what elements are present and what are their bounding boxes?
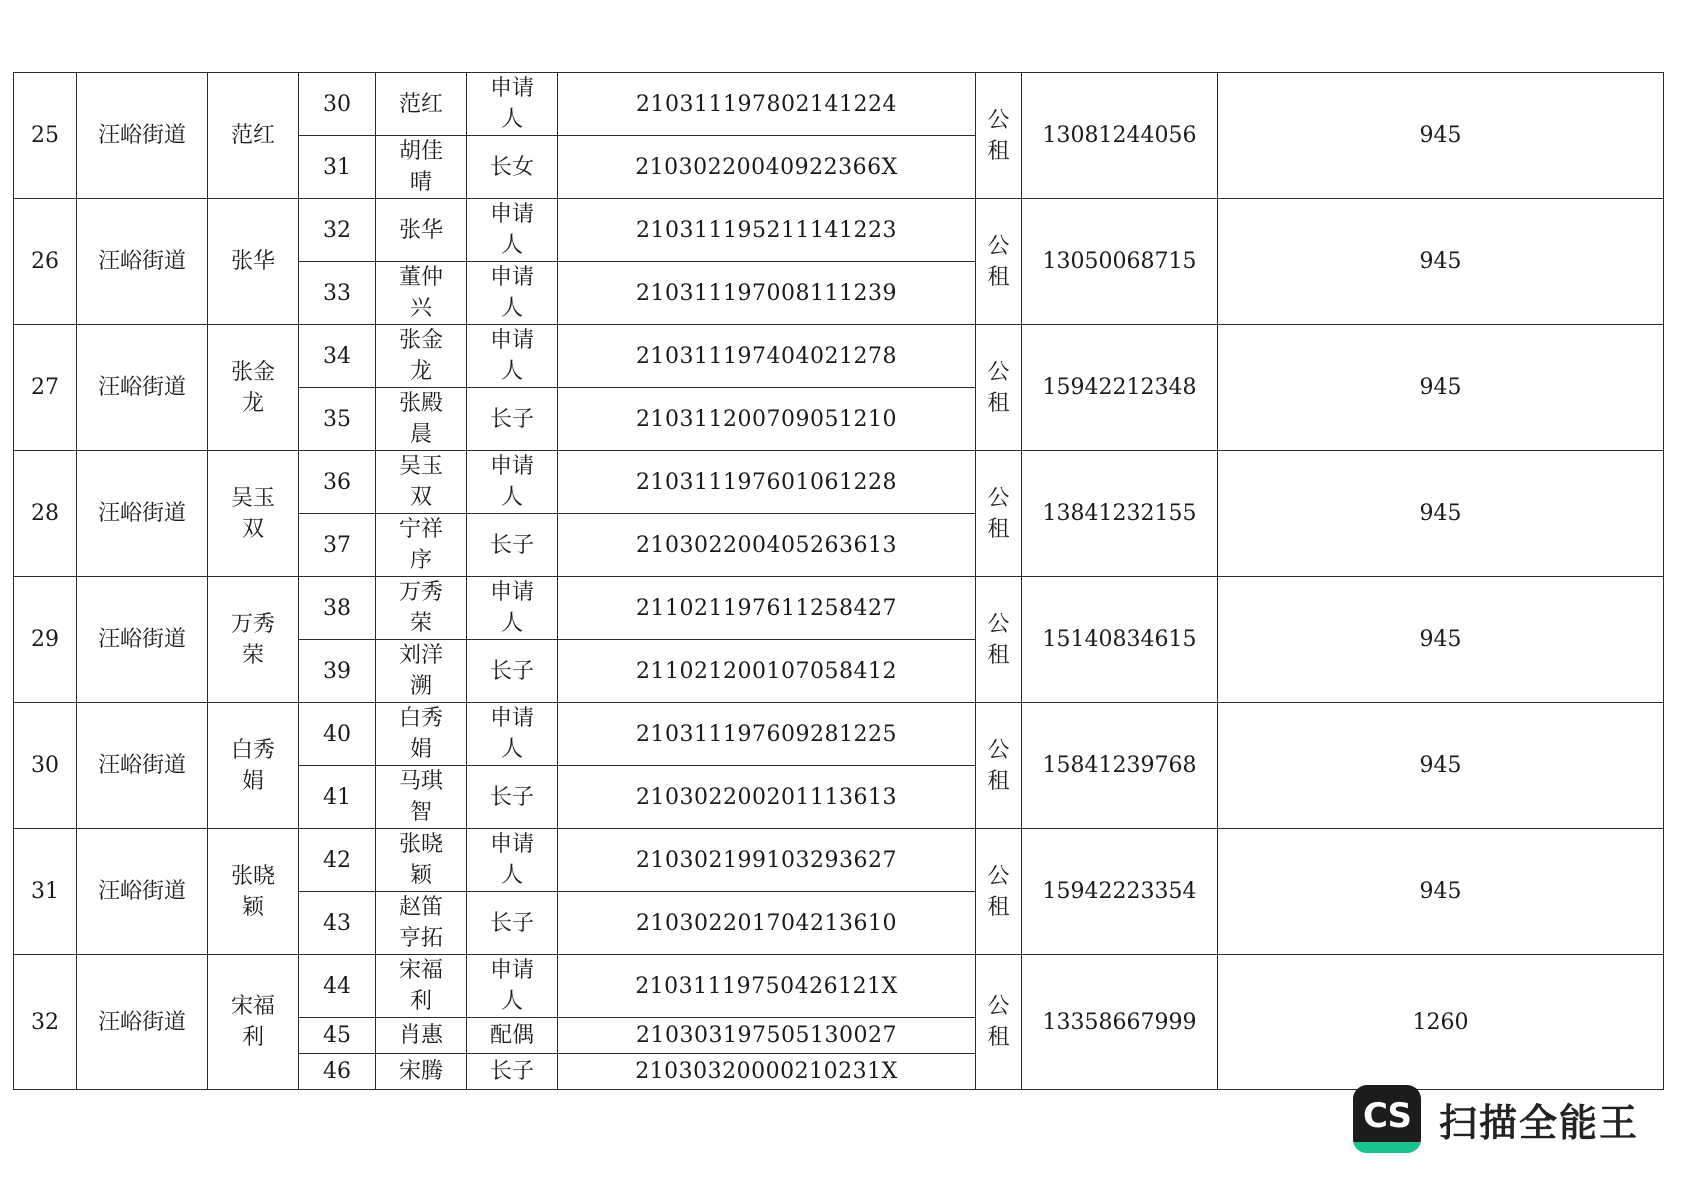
member-name-line: 溯 xyxy=(409,674,432,699)
camscanner-logo-icon xyxy=(1353,1085,1421,1153)
phone-number: 15942223354 xyxy=(1022,829,1218,955)
housing-type xyxy=(976,703,1022,829)
housing-type-line: 公 xyxy=(987,233,1010,259)
table-row xyxy=(14,703,1664,766)
member-relation xyxy=(467,1018,558,1054)
member-name-line: 宁祥 xyxy=(398,517,443,542)
member-relation xyxy=(467,199,558,262)
member-relation-line: 申请 xyxy=(489,580,534,605)
housing-type-line: 租 xyxy=(987,138,1010,164)
member-relation-line: 配偶 xyxy=(489,1023,534,1048)
housing-type xyxy=(976,325,1022,451)
phone-number: 15942212348 xyxy=(1022,325,1218,451)
member-id-number: 211021200107058412 xyxy=(558,640,976,703)
subsidy-amount: 945 xyxy=(1218,577,1664,703)
member-id-number: 210311197802141224 xyxy=(558,73,976,136)
phone-number: 15140834615 xyxy=(1022,577,1218,703)
subsidy-amount: 945 xyxy=(1218,325,1664,451)
member-seq: 33 xyxy=(299,262,376,325)
member-relation xyxy=(467,388,558,451)
member-relation-line: 长女 xyxy=(489,154,534,180)
table-row xyxy=(14,577,1664,640)
street-name: 汪峪街道 xyxy=(77,199,208,325)
member-name-line: 序 xyxy=(409,548,432,573)
member-seq: 32 xyxy=(299,199,376,262)
phone-number: 13050068715 xyxy=(1022,199,1218,325)
household-head xyxy=(208,199,299,325)
member-name-line: 张金 xyxy=(398,328,443,353)
scanner-watermark xyxy=(1353,1083,1639,1155)
housing-type-line: 公 xyxy=(987,107,1010,133)
member-seq: 45 xyxy=(299,1018,376,1054)
member-relation-line: 长子 xyxy=(489,910,534,936)
member-relation xyxy=(467,262,558,325)
member-name xyxy=(376,325,467,388)
housing-type xyxy=(976,451,1022,577)
phone-number: 13081244056 xyxy=(1022,73,1218,199)
member-id-number: 210311197404021278 xyxy=(558,325,976,388)
member-seq: 31 xyxy=(299,136,376,199)
housing-type-line: 公 xyxy=(987,485,1010,511)
table-row xyxy=(14,325,1664,388)
member-id-number: 21030320000210231X xyxy=(558,1054,976,1090)
member-name xyxy=(376,388,467,451)
household-head-line: 白秀 xyxy=(230,737,275,763)
member-relation-line: 长子 xyxy=(489,1059,534,1084)
member-id-number: 210303197505130027 xyxy=(558,1018,976,1054)
member-relation xyxy=(467,514,558,577)
housing-type-line: 租 xyxy=(987,390,1010,416)
member-name-line: 龙 xyxy=(409,359,432,384)
household-head xyxy=(208,955,299,1090)
member-relation-line: 人 xyxy=(500,737,523,762)
phone-number: 13841232155 xyxy=(1022,451,1218,577)
household-head-line: 宋福 xyxy=(230,994,275,1019)
member-seq: 38 xyxy=(299,577,376,640)
phone-number: 15841239768 xyxy=(1022,703,1218,829)
member-name-line: 范红 xyxy=(398,91,443,117)
logo-letters: CS xyxy=(1362,1096,1412,1136)
member-relation-line: 申请 xyxy=(489,454,534,479)
member-name xyxy=(376,766,467,829)
member-name-line: 张殿 xyxy=(398,391,443,416)
member-seq: 37 xyxy=(299,514,376,577)
housing-type-line: 租 xyxy=(987,1025,1010,1050)
member-name-line: 亨拓 xyxy=(398,926,443,951)
member-seq: 30 xyxy=(299,73,376,136)
member-name-line: 张华 xyxy=(398,217,443,243)
household-number: 32 xyxy=(14,955,77,1090)
household-head-line: 荣 xyxy=(241,642,264,668)
member-name-line: 董仲 xyxy=(398,265,443,290)
member-name xyxy=(376,703,467,766)
member-name xyxy=(376,262,467,325)
member-relation-line: 人 xyxy=(500,107,523,132)
table-row xyxy=(14,73,1664,136)
member-id-number: 210302200201113613 xyxy=(558,766,976,829)
household-number: 31 xyxy=(14,829,77,955)
household-number: 26 xyxy=(14,199,77,325)
street-name: 汪峪街道 xyxy=(77,577,208,703)
member-name xyxy=(376,514,467,577)
member-name-line: 智 xyxy=(409,800,432,825)
member-name xyxy=(376,1018,467,1054)
member-name-line: 宋福 xyxy=(398,958,443,983)
subsidy-amount: 945 xyxy=(1218,703,1664,829)
member-relation-line: 申请 xyxy=(489,832,534,857)
housing-type-line: 公 xyxy=(987,611,1010,637)
subsidy-amount: 945 xyxy=(1218,451,1664,577)
member-name xyxy=(376,577,467,640)
member-relation-line: 长子 xyxy=(489,658,534,684)
member-name-line: 颖 xyxy=(409,863,432,888)
member-name xyxy=(376,199,467,262)
member-seq: 44 xyxy=(299,955,376,1018)
member-seq: 42 xyxy=(299,829,376,892)
household-head-line: 张金 xyxy=(230,359,275,385)
street-name: 汪峪街道 xyxy=(77,73,208,199)
member-relation-line: 人 xyxy=(500,485,523,510)
member-relation xyxy=(467,451,558,514)
member-name-line: 吴玉 xyxy=(398,454,443,479)
household-head-line: 颖 xyxy=(241,894,264,920)
member-relation xyxy=(467,955,558,1018)
member-relation-line: 申请 xyxy=(489,202,534,227)
member-relation xyxy=(467,892,558,955)
household-head-line: 张晓 xyxy=(230,863,275,889)
member-id-number: 210311197601061228 xyxy=(558,451,976,514)
member-id-number: 210311197609281225 xyxy=(558,703,976,766)
member-name-line: 白秀 xyxy=(398,706,443,731)
member-name xyxy=(376,892,467,955)
member-relation-line: 人 xyxy=(500,611,523,636)
member-id-number: 210302201704213610 xyxy=(558,892,976,955)
member-relation-line: 长子 xyxy=(489,406,534,432)
member-relation xyxy=(467,766,558,829)
member-relation xyxy=(467,703,558,766)
street-name: 汪峪街道 xyxy=(77,325,208,451)
housing-type-line: 租 xyxy=(987,264,1010,290)
housing-type xyxy=(976,199,1022,325)
member-name-line: 娟 xyxy=(409,737,432,762)
housing-type xyxy=(976,73,1022,199)
household-head-line: 张华 xyxy=(230,249,275,274)
member-name-line: 万秀 xyxy=(398,580,443,605)
member-name-line: 双 xyxy=(409,485,432,510)
member-name-line: 赵笛 xyxy=(398,895,443,920)
table-row xyxy=(14,199,1664,262)
household-head-line: 利 xyxy=(241,1025,264,1050)
member-name-line: 宋腾 xyxy=(398,1059,443,1084)
member-relation-line: 长子 xyxy=(489,532,534,558)
member-relation-line: 申请 xyxy=(489,328,534,353)
subsidy-amount: 945 xyxy=(1218,829,1664,955)
household-head xyxy=(208,451,299,577)
member-relation xyxy=(467,73,558,136)
member-name xyxy=(376,73,467,136)
housing-type-line: 租 xyxy=(987,642,1010,668)
member-name-line: 刘洋 xyxy=(398,643,443,668)
household-head-line: 万秀 xyxy=(230,611,275,637)
member-relation-line: 人 xyxy=(500,233,523,258)
member-seq: 39 xyxy=(299,640,376,703)
member-id-number: 210302200405263613 xyxy=(558,514,976,577)
housing-type-line: 公 xyxy=(987,359,1010,385)
housing-type-line: 租 xyxy=(987,768,1010,794)
member-relation xyxy=(467,577,558,640)
household-number: 28 xyxy=(14,451,77,577)
household-number: 30 xyxy=(14,703,77,829)
member-seq: 40 xyxy=(299,703,376,766)
member-name xyxy=(376,955,467,1018)
household-table xyxy=(13,72,1664,1090)
member-name xyxy=(376,136,467,199)
member-seq: 35 xyxy=(299,388,376,451)
member-seq: 43 xyxy=(299,892,376,955)
household-number: 27 xyxy=(14,325,77,451)
household-head xyxy=(208,829,299,955)
member-name xyxy=(376,640,467,703)
member-id-number: 210302199103293627 xyxy=(558,829,976,892)
member-name-line: 胡佳 xyxy=(398,139,443,164)
household-head-line: 吴玉 xyxy=(230,485,275,511)
member-relation xyxy=(467,829,558,892)
member-seq: 41 xyxy=(299,766,376,829)
member-name xyxy=(376,1054,467,1090)
member-relation xyxy=(467,136,558,199)
housing-type-line: 公 xyxy=(987,994,1010,1019)
member-id-number: 21031119750426121X xyxy=(558,955,976,1018)
member-seq: 46 xyxy=(299,1054,376,1090)
member-relation-line: 人 xyxy=(500,863,523,888)
subsidy-amount: 945 xyxy=(1218,73,1664,199)
member-name-line: 晨 xyxy=(409,422,432,447)
subsidy-amount: 945 xyxy=(1218,199,1664,325)
member-relation-line: 人 xyxy=(500,296,523,321)
member-seq: 36 xyxy=(299,451,376,514)
household-head xyxy=(208,703,299,829)
table-body xyxy=(14,73,1664,1090)
member-name-line: 张晓 xyxy=(398,832,443,857)
member-relation xyxy=(467,1054,558,1090)
member-id-number: 211021197611258427 xyxy=(558,577,976,640)
member-relation xyxy=(467,325,558,388)
member-name-line: 马琪 xyxy=(398,769,443,794)
household-head xyxy=(208,73,299,199)
member-relation-line: 人 xyxy=(500,989,523,1014)
table-row xyxy=(14,451,1664,514)
housing-type xyxy=(976,955,1022,1090)
housing-type xyxy=(976,829,1022,955)
household-head-line: 娟 xyxy=(241,768,264,794)
household-head-line: 龙 xyxy=(241,390,264,416)
member-name-line: 肖惠 xyxy=(398,1023,443,1048)
member-name-line: 晴 xyxy=(409,170,432,195)
member-id-number: 210311200709051210 xyxy=(558,388,976,451)
subsidy-amount: 1260 xyxy=(1218,955,1664,1090)
street-name: 汪峪街道 xyxy=(77,703,208,829)
member-id-number: 21030220040922366X xyxy=(558,136,976,199)
housing-type xyxy=(976,577,1022,703)
member-relation-line: 长子 xyxy=(489,784,534,810)
household-head xyxy=(208,325,299,451)
table-row xyxy=(14,955,1664,1018)
member-name-line: 荣 xyxy=(409,611,432,636)
household-head xyxy=(208,577,299,703)
household-head-line: 双 xyxy=(241,516,264,542)
street-name: 汪峪街道 xyxy=(77,829,208,955)
housing-type-line: 租 xyxy=(987,516,1010,542)
household-head-line: 范红 xyxy=(230,123,275,148)
phone-number: 13358667999 xyxy=(1022,955,1218,1090)
member-name xyxy=(376,829,467,892)
household-number: 29 xyxy=(14,577,77,703)
member-relation-line: 申请 xyxy=(489,958,534,983)
member-id-number: 210311197008111239 xyxy=(558,262,976,325)
member-id-number: 210311195211141223 xyxy=(558,199,976,262)
table-row xyxy=(14,829,1664,892)
housing-type-line: 租 xyxy=(987,894,1010,920)
street-name: 汪峪街道 xyxy=(77,955,208,1090)
member-relation xyxy=(467,640,558,703)
member-name-line: 兴 xyxy=(409,296,432,321)
member-name-line: 利 xyxy=(409,989,432,1014)
housing-type-line: 公 xyxy=(987,737,1010,763)
member-relation-line: 申请 xyxy=(489,76,534,101)
street-name: 汪峪街道 xyxy=(77,451,208,577)
member-name xyxy=(376,451,467,514)
member-relation-line: 申请 xyxy=(489,706,534,731)
member-relation-line: 申请 xyxy=(489,265,534,290)
member-seq: 34 xyxy=(299,325,376,388)
housing-type-line: 公 xyxy=(987,863,1010,889)
household-number: 25 xyxy=(14,73,77,199)
member-relation-line: 人 xyxy=(500,359,523,384)
watermark-text: 扫描全能王 xyxy=(1439,1100,1640,1145)
